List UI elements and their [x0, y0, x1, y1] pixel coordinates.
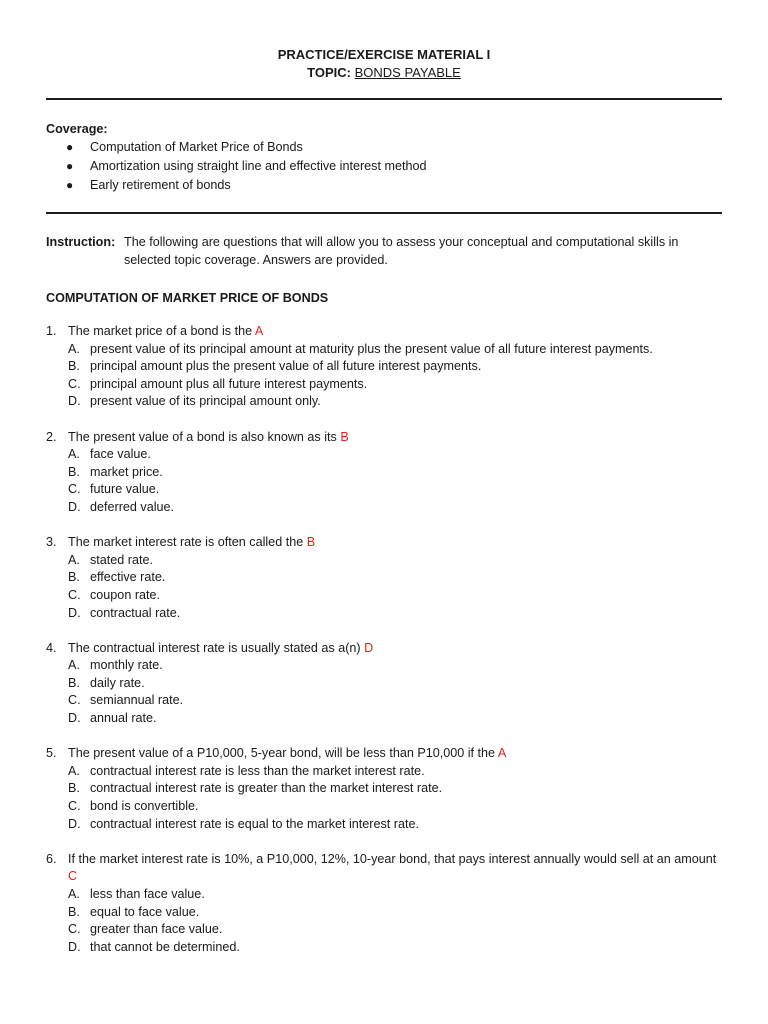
question-number: 6. [46, 851, 57, 866]
coverage-section [46, 120, 722, 195]
question-number: 1. [46, 324, 57, 338]
question-text-wrap [68, 851, 722, 886]
question-text: The market interest rate is often called the [68, 535, 304, 550]
option [46, 464, 722, 482]
option-letter: D. [68, 605, 81, 620]
option-letter: C. [68, 693, 81, 708]
question-list [46, 323, 722, 956]
option [46, 780, 722, 798]
option [46, 587, 722, 605]
option-text: future value. [90, 482, 160, 497]
option [46, 552, 722, 570]
option-letter: D. [68, 939, 81, 954]
coverage-item [46, 138, 722, 157]
question-text-wrap [68, 745, 722, 763]
option-letter: D. [68, 394, 81, 409]
answer-key: B [306, 535, 316, 550]
option [46, 376, 722, 394]
coverage-item [46, 157, 722, 176]
document-title: PRACTICE/EXERCISE MATERIAL I [277, 47, 491, 62]
option-letter: B. [68, 359, 80, 374]
option-text: face value. [90, 447, 151, 462]
coverage-item [46, 176, 722, 195]
question-text: If the market interest rate is 10%, a P10,000, 12%, 10-year bond, that pays interest annually would sell at an amount [68, 851, 717, 866]
option [46, 816, 722, 834]
option-text: deferred value. [90, 499, 175, 514]
question-number: 5. [46, 746, 57, 761]
coverage-item-text: Amortization using straight line and effective interest method [90, 159, 427, 173]
question-text: The present value of a bond is also known as its [68, 429, 337, 444]
option-letter: C. [68, 922, 81, 937]
option-letter: A. [68, 341, 80, 356]
option [46, 393, 722, 411]
option-letter: C. [68, 587, 81, 602]
option-letter: B. [68, 781, 80, 796]
answer-key: A [497, 746, 507, 761]
option-list [46, 341, 722, 411]
option-list [46, 657, 722, 727]
answer-key: A [254, 324, 264, 338]
topic-line [46, 64, 722, 82]
answer-key: B [340, 429, 349, 444]
option [46, 921, 722, 939]
question-text-wrap [68, 640, 722, 658]
option [46, 675, 722, 693]
question-5 [46, 745, 722, 833]
option-letter: A. [68, 763, 80, 778]
question-text: The contractual interest rate is usually stated as a(n) [68, 640, 361, 655]
question-2 [46, 429, 722, 517]
option-text: less than face value. [90, 887, 205, 901]
option [46, 605, 722, 623]
option-letter: D. [68, 711, 81, 726]
bullet-icon: ● [66, 140, 74, 154]
question-text: The market price of a bond is the [68, 324, 253, 338]
question-stem [46, 534, 722, 552]
option-letter: A. [68, 447, 80, 462]
question-text-wrap [68, 534, 722, 552]
option-text: principal amount plus all future interest payments. [90, 376, 368, 391]
answer-key: D [364, 640, 374, 655]
coverage-item-text: Early retirement of bonds [90, 178, 231, 192]
option-text: greater than face value. [90, 922, 223, 937]
option-letter: D. [68, 816, 81, 831]
answer-key: C [68, 869, 78, 884]
option-list [46, 763, 722, 833]
instruction-block [46, 233, 722, 269]
question-stem [46, 745, 722, 763]
question-6 [46, 851, 722, 957]
question-text-wrap [68, 323, 722, 341]
divider-top [46, 98, 722, 100]
option-list [46, 552, 722, 622]
option-text: semiannual rate. [90, 693, 184, 708]
bullet-icon: ● [66, 159, 74, 173]
option [46, 657, 722, 675]
option-text: bond is convertible. [90, 799, 199, 814]
option [46, 446, 722, 464]
document-page [46, 46, 722, 974]
option-letter: C. [68, 799, 81, 814]
option [46, 939, 722, 957]
option-text: principal amount plus the present value of all future interest payments. [90, 359, 482, 374]
option-letter: B. [68, 464, 80, 479]
topic-label: TOPIC: [307, 65, 351, 80]
option-text: that cannot be determined. [90, 939, 240, 954]
option-text: coupon rate. [90, 587, 161, 602]
section-heading: COMPUTATION OF MARKET PRICE OF BONDS [46, 291, 329, 305]
option-letter: A. [68, 552, 80, 567]
option-text: equal to face value. [90, 904, 200, 919]
option-text: present value of its principal amount only. [90, 394, 321, 409]
option [46, 904, 722, 922]
option-letter: A. [68, 658, 80, 673]
option [46, 710, 722, 728]
option-letter: B. [68, 904, 80, 919]
option [46, 358, 722, 376]
option-text: monthly rate. [90, 658, 163, 673]
option-letter: B. [68, 570, 80, 585]
option [46, 499, 722, 517]
option-letter: D. [68, 499, 81, 514]
option [46, 481, 722, 499]
option [46, 692, 722, 710]
option [46, 341, 722, 359]
option-text: stated rate. [90, 552, 154, 567]
divider-bottom [46, 212, 722, 214]
option [46, 763, 722, 781]
question-stem [46, 323, 722, 341]
option-text: contractual interest rate is less than the market interest rate. [90, 763, 425, 778]
question-number: 3. [46, 535, 57, 550]
question-1 [46, 323, 722, 411]
question-3 [46, 534, 722, 622]
option-text: contractual rate. [90, 605, 181, 620]
question-number: 4. [46, 640, 57, 655]
question-stem [46, 640, 722, 658]
option-text: present value of its principal amount at maturity plus the present value of all future interest payments. [90, 341, 653, 356]
option-letter: C. [68, 482, 81, 497]
option-text: market price. [90, 464, 163, 479]
option-text: annual rate. [90, 711, 157, 726]
coverage-heading: Coverage: [46, 122, 108, 136]
option-list [46, 886, 722, 956]
option [46, 569, 722, 587]
question-4 [46, 640, 722, 728]
option-letter: C. [68, 376, 81, 391]
option-list [46, 446, 722, 516]
question-stem [46, 851, 722, 886]
option-text: contractual interest rate is greater than the market interest rate. [90, 781, 443, 796]
question-text: The present value of a P10,000, 5-year bond, will be less than P10,000 if the [68, 746, 496, 761]
instruction-text: The following are questions that will allow you to assess your conceptual and computational skills in selected topic coverage. Answers are provided. [124, 235, 679, 267]
question-number: 2. [46, 429, 57, 444]
instruction-label: Instruction: [46, 235, 116, 249]
question-stem [46, 429, 722, 447]
topic-value: BONDS PAYABLE [354, 65, 461, 80]
coverage-item-text: Computation of Market Price of Bonds [90, 140, 303, 154]
option-text: contractual interest rate is equal to the market interest rate. [90, 816, 419, 831]
option-text: daily rate. [90, 675, 145, 690]
bullet-icon: ● [66, 178, 74, 192]
question-text-wrap [68, 429, 722, 447]
option [46, 886, 722, 904]
option-letter: A. [68, 887, 80, 901]
option-text: effective rate. [90, 570, 166, 585]
option [46, 798, 722, 816]
option-letter: B. [68, 675, 80, 690]
coverage-list [46, 138, 722, 195]
